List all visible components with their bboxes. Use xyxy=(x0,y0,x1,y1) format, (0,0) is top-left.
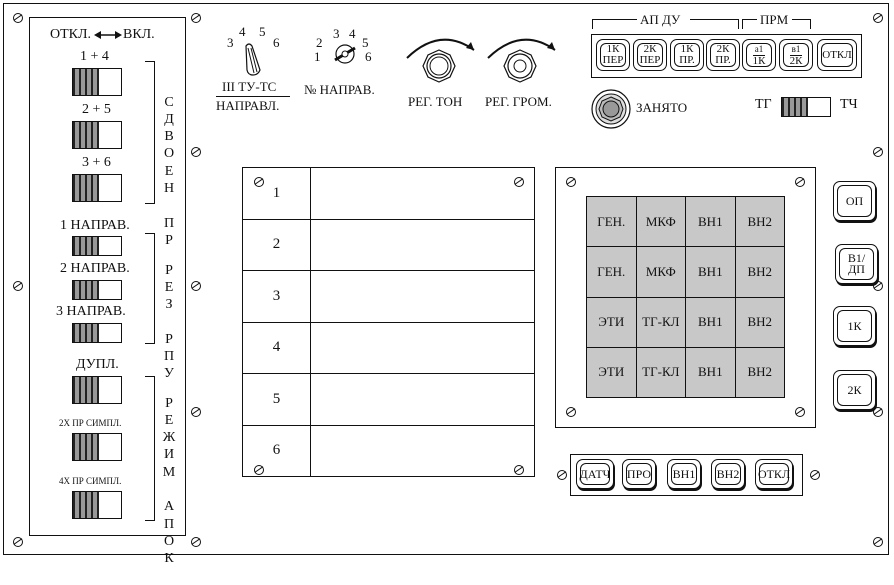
busy-lamp-label: ЗАНЯТО xyxy=(636,100,688,115)
ap-du-1k-pr-button[interactable]: 1К ПР. xyxy=(670,39,704,71)
ap-du-2k-per-button[interactable]: 2К ПЕР xyxy=(633,39,667,71)
indicator-cell: ЭТИ xyxy=(587,297,637,347)
mode-group-label: Р Е Ж И М А П О К xyxy=(162,395,176,567)
screw-icon xyxy=(191,407,201,417)
indicator-grid xyxy=(586,196,785,398)
screw-icon xyxy=(191,537,201,547)
rotary-position-label: 2 xyxy=(316,35,323,50)
volume-knob-label: РЕГ. ГРОМ. xyxy=(485,94,552,109)
table-row xyxy=(243,219,535,271)
indicator-cell: ВН1 xyxy=(686,297,735,347)
prm-off-button[interactable]: ОТКЛ xyxy=(817,39,857,71)
table-cell xyxy=(311,271,535,323)
screw-icon xyxy=(13,13,23,23)
indicator-cell: ВН1 xyxy=(686,347,735,397)
indicator-cell: ГЕН. xyxy=(587,197,637,247)
table-row xyxy=(243,374,535,426)
screw-icon xyxy=(566,407,576,417)
ap-du-title: АП ДУ xyxy=(640,12,681,27)
toggle-switch-2-5[interactable] xyxy=(72,121,122,149)
table-cell xyxy=(311,168,535,220)
switch-label: 2 + 5 xyxy=(82,102,111,117)
row-number: 6 xyxy=(243,425,311,477)
table-row xyxy=(243,271,535,323)
screw-icon xyxy=(191,147,201,157)
screw-icon xyxy=(566,177,576,187)
volume-knob[interactable] xyxy=(483,28,559,92)
tg-label: ТГ xyxy=(755,97,772,112)
bracket-line xyxy=(592,19,637,29)
toggle-switch-duplex[interactable] xyxy=(72,376,122,404)
switch-label: 4Х ПР СИМПЛ. xyxy=(59,476,122,486)
screw-icon xyxy=(191,281,201,291)
indicator-cell: МКФ xyxy=(636,197,686,247)
pro-button[interactable]: ПРО xyxy=(622,459,656,489)
tg-tch-toggle[interactable] xyxy=(781,97,831,117)
screw-icon xyxy=(254,465,264,475)
rotary-position-label: 1 xyxy=(314,49,321,64)
screw-icon xyxy=(795,407,805,417)
rotary-position-label: 5 xyxy=(259,24,266,39)
indicator-cell: ВН2 xyxy=(735,347,784,397)
indicator-cell: ВН1 xyxy=(686,247,735,297)
rotary-position-label: 6 xyxy=(273,35,280,50)
switch-label: 1 НАПРАВ. xyxy=(60,218,130,233)
toggle-switch-3-6[interactable] xyxy=(72,174,122,202)
tone-knob[interactable] xyxy=(402,28,478,92)
bracket-line xyxy=(792,19,811,29)
indicator-cell: ТГ-КЛ xyxy=(636,347,686,397)
indicator-cell: ЭТИ xyxy=(587,347,637,397)
indicator-cell: ВН2 xyxy=(735,247,784,297)
tch-label: ТЧ xyxy=(840,97,858,112)
screw-icon xyxy=(191,13,201,23)
table-row xyxy=(243,168,535,220)
row-number: 5 xyxy=(243,374,311,426)
rotary-position-label: 4 xyxy=(349,26,356,41)
double-arrow-icon xyxy=(94,29,122,41)
indicator-cell: ТГ-КЛ xyxy=(636,297,686,347)
toggle-switch-dir-1[interactable] xyxy=(72,236,122,256)
vn2-button[interactable]: ВН2 xyxy=(711,459,745,489)
group-bracket xyxy=(145,233,155,344)
row-number: 3 xyxy=(243,271,311,323)
screw-icon xyxy=(254,177,264,187)
off-button[interactable]: ОТКЛ xyxy=(755,459,793,489)
indicator-cell: ВН2 xyxy=(735,297,784,347)
rotary-tu-label-top: III ТУ-ТС xyxy=(222,79,277,94)
switch-label: 2 НАПРАВ. xyxy=(60,261,130,276)
screw-icon xyxy=(13,281,23,291)
rotary-position-label: 3 xyxy=(227,35,234,50)
divider-line xyxy=(216,96,290,97)
table-row xyxy=(243,425,535,477)
prm-b1-2k-button[interactable]: в1 2К xyxy=(779,39,813,71)
screw-icon xyxy=(557,470,567,480)
busy-lamp-icon xyxy=(590,89,632,129)
toggle-switch-4x-simplex[interactable] xyxy=(72,491,122,519)
rotary-switch-direction[interactable] xyxy=(331,42,359,66)
screw-icon xyxy=(873,13,883,23)
toggle-switch-1-4[interactable] xyxy=(72,68,122,96)
rotary-direction-label: № НАПРАВ. xyxy=(304,82,375,97)
v1-dp-button[interactable]: В1/ДП xyxy=(835,244,878,284)
switch-label: ДУПЛ. xyxy=(76,357,119,372)
switch-label: 2Х ПР СИМПЛ. xyxy=(59,418,122,428)
direction-table xyxy=(242,167,535,477)
table-row xyxy=(587,297,785,347)
row-number: 2 xyxy=(243,219,311,271)
switch-label: 1 + 4 xyxy=(80,49,109,64)
screw-icon xyxy=(13,537,23,547)
2k-button[interactable]: 2К xyxy=(833,370,876,410)
screw-icon xyxy=(873,407,883,417)
screw-icon xyxy=(514,465,524,475)
screw-icon xyxy=(873,537,883,547)
prm-title: ПРМ xyxy=(760,12,789,27)
rotary-position-label: 4 xyxy=(239,24,246,39)
op-button[interactable]: ОП xyxy=(833,181,876,221)
rotary-position-label: 6 xyxy=(365,49,372,64)
rotary-position-label: 3 xyxy=(333,26,340,41)
paired-group-label: С Д В О Е Н П Р xyxy=(163,94,175,248)
ap-du-1k-per-button[interactable]: 1К ПЕР xyxy=(596,39,630,71)
switch-label: 3 + 6 xyxy=(82,155,111,170)
indicator-cell: ВН1 xyxy=(686,197,735,247)
group-bracket xyxy=(145,376,155,521)
rotary-position-label: 5 xyxy=(362,35,369,50)
indicator-cell: МКФ xyxy=(636,247,686,297)
screw-icon xyxy=(795,177,805,187)
vn1-button[interactable]: ВН1 xyxy=(667,459,701,489)
group-bracket xyxy=(145,61,155,204)
row-number: 4 xyxy=(243,322,311,374)
table-cell xyxy=(311,374,535,426)
table-cell xyxy=(311,219,535,271)
table-row xyxy=(587,247,785,297)
table-cell xyxy=(311,322,535,374)
1k-button[interactable]: 1К xyxy=(833,306,876,346)
prm-a1-1k-button[interactable]: а1 1К xyxy=(742,39,776,71)
indicator-cell: ГЕН. xyxy=(587,247,637,297)
bracket-line xyxy=(690,19,739,29)
indicator-cell: ВН2 xyxy=(735,197,784,247)
toggle-switch-dir-2[interactable] xyxy=(72,280,122,300)
power-off-label: ОТКЛ. xyxy=(50,27,91,42)
screw-icon xyxy=(873,147,883,157)
table-row xyxy=(587,197,785,247)
toggle-switch-dir-3[interactable] xyxy=(72,323,122,343)
row-number: 1 xyxy=(243,168,311,220)
ap-du-2k-pr-button[interactable]: 2К ПР. xyxy=(706,39,740,71)
reserve-group-label: Р Е З Р П У xyxy=(163,262,175,382)
bracket-line xyxy=(742,19,757,29)
table-cell xyxy=(311,425,535,477)
toggle-switch-2x-simplex[interactable] xyxy=(72,433,122,461)
table-row xyxy=(587,347,785,397)
rotary-switch-tu[interactable] xyxy=(238,40,268,78)
screw-icon xyxy=(810,470,820,480)
screw-icon xyxy=(514,177,524,187)
rotary-tu-label-bottom: НАПРАВЛ. xyxy=(216,98,280,113)
table-row xyxy=(243,322,535,374)
sensor-button[interactable]: ДАТЧ xyxy=(576,459,614,489)
switch-label: 3 НАПРАВ. xyxy=(56,304,126,319)
power-on-label: ВКЛ. xyxy=(123,27,155,42)
tone-knob-label: РЕГ. ТОН xyxy=(408,94,463,109)
